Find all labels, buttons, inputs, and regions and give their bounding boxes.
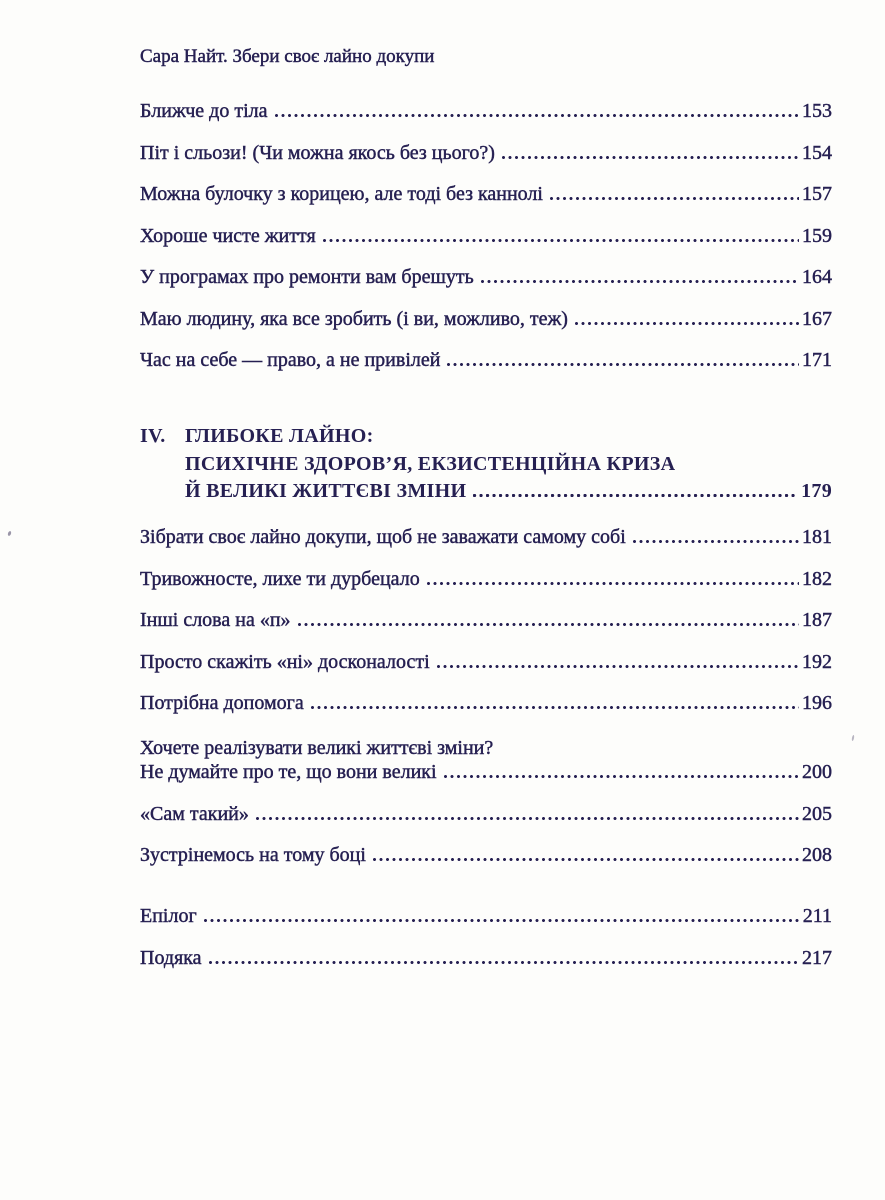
toc-entry-title: Маю людину, яка все зробить (і ви, можливо, теж)	[140, 307, 568, 330]
toc-entry	[140, 226, 832, 246]
toc-entry	[140, 101, 832, 121]
toc-entry-title: Ближче до тіла	[140, 100, 268, 122]
toc-section-heading	[140, 423, 832, 506]
dot-leader	[256, 817, 799, 820]
dot-leader	[575, 322, 799, 325]
toc-entry-title: Зібрати своє лайно докупи, щоб не заважати самому собі	[140, 526, 626, 548]
toc-entry-title: Піт і сльози! (Чи можна якось без цього?)	[140, 141, 495, 164]
toc-entry	[140, 143, 832, 163]
toc-entry-page: 205	[802, 802, 832, 825]
toc-entry	[140, 267, 832, 287]
toc-entry-page: 159	[802, 224, 832, 247]
toc-entry-title: Тривожносте, лихе ти дурбецало	[140, 567, 420, 590]
toc-entry-page: 208	[802, 844, 832, 866]
toc-part3-entries	[140, 101, 832, 392]
toc-entry-two-line	[140, 735, 832, 783]
section-title-line2: ПСИХІЧНЕ ЗДОРОВ’Я, ЕКЗИСТЕНЦІЙНА КРИЗА	[185, 452, 676, 475]
dot-leader	[311, 706, 799, 709]
toc-entry-page: 153	[802, 100, 832, 122]
toc-back-matter	[140, 906, 832, 989]
toc-entry	[140, 804, 832, 824]
scan-artifact	[7, 531, 12, 537]
toc-entry	[140, 845, 832, 865]
toc-entry-page: 154	[802, 141, 832, 164]
section-title-line1: ГЛИБОКЕ ЛАЙНО:	[185, 425, 374, 447]
toc-entry-page: 196	[802, 692, 832, 714]
toc-part4-entries	[140, 527, 832, 887]
dot-leader	[633, 540, 799, 543]
toc-entry-title: Подяка	[140, 946, 202, 969]
dot-leader	[473, 494, 798, 497]
toc-entry-title: Зустрінемось на тому боці	[140, 844, 366, 866]
toc-entry	[140, 610, 832, 630]
toc-entry-title: У програмах про ремонти вам брешуть	[140, 266, 474, 288]
toc-entry-title: Епілог	[140, 905, 197, 927]
toc-entry-page: 182	[802, 567, 832, 590]
dot-leader	[550, 197, 799, 200]
toc-entry-page: 164	[802, 266, 832, 288]
toc-entry-page: 187	[802, 609, 832, 631]
toc-entry-page: 211	[802, 905, 832, 927]
toc-entry-page: 181	[802, 526, 832, 548]
toc-entry-title-line2	[140, 762, 832, 782]
dot-leader	[427, 582, 799, 585]
dot-leader	[502, 156, 799, 159]
dot-leader	[275, 114, 800, 117]
toc-entry	[140, 527, 832, 547]
toc-entry-title: «Сам такий»	[140, 802, 249, 825]
toc-entry-page: 167	[802, 307, 832, 330]
toc-entry-title: Інші слова на «п»	[140, 609, 291, 631]
section-title-line3-text: Й ВЕЛИКІ ЖИТТЄВІ ЗМІНИ	[185, 480, 467, 502]
running-header: Сара Найт. Збери своє лайно докупи	[140, 46, 435, 67]
toc-entry-page: 171	[802, 349, 832, 371]
toc-entry	[140, 693, 832, 713]
toc-entry	[140, 948, 832, 968]
toc-entry-title-line2-text: Не думайте про те, що вони великі	[140, 761, 437, 783]
dot-leader	[323, 239, 799, 242]
toc-entry-title: Потрібна допомога	[140, 692, 304, 714]
toc-entry	[140, 309, 832, 329]
dot-leader	[209, 961, 799, 964]
toc-entry-title-line1: Хочете реалізувати великі життєві зміни?	[140, 736, 494, 759]
section-numeral: IV.	[140, 425, 166, 447]
toc-entry-page: 157	[802, 183, 832, 205]
section-page: 179	[801, 480, 832, 502]
dot-leader	[444, 775, 799, 778]
toc-entry	[140, 652, 832, 672]
dot-leader	[204, 919, 800, 922]
dot-leader	[437, 665, 799, 668]
section-title-line3	[185, 478, 832, 506]
toc-entry	[140, 906, 832, 926]
toc-entry-page: 217	[802, 946, 832, 969]
toc-entry-title: Хороше чисте життя	[140, 224, 316, 247]
toc-entry-page: 192	[802, 650, 832, 673]
dot-leader	[447, 363, 799, 366]
dot-leader	[481, 280, 799, 283]
toc-entry	[140, 569, 832, 589]
toc-entry-page: 200	[802, 761, 832, 783]
toc-entry	[140, 350, 832, 370]
toc-entry-title: Просто скажіть «ні» досконалості	[140, 650, 430, 673]
dot-leader	[298, 623, 799, 626]
toc-entry-title: Час на себе — право, а не привілей	[140, 349, 441, 371]
toc-entry	[140, 184, 832, 204]
dot-leader	[373, 858, 799, 861]
scan-artifact	[851, 735, 854, 741]
toc-entry-title: Можна булочку з корицею, але тоді без каннолі	[140, 183, 543, 205]
